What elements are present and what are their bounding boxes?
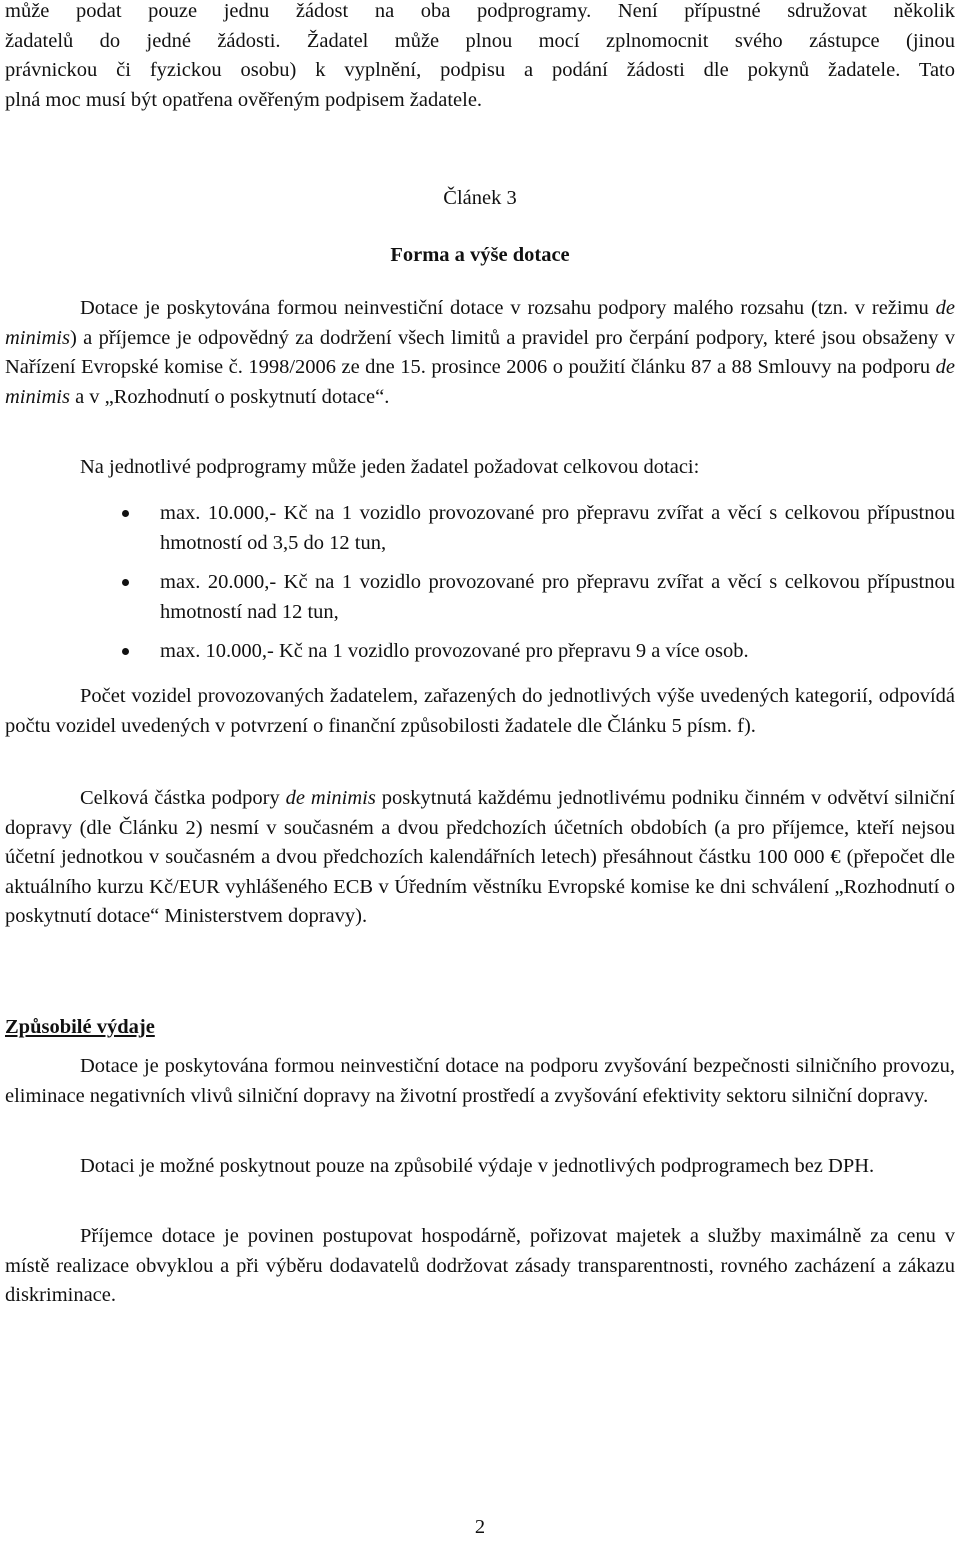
paragraph-de-minimis-limit	[5, 784, 955, 932]
text-run: Celková částka podpory	[80, 787, 286, 809]
bullet-icon	[122, 648, 129, 655]
paragraph-eligible-purpose: Dotace je poskytována formou neinvestiční dotace na podporu zvyšování bezpečnosti silničního provozu, eliminace negativních vlivů silniční dopravy na životní prostředí a zvyšování efektivity sektoru silniční dopravy.	[5, 1055, 955, 1107]
italic-term: de minimis	[5, 297, 955, 349]
intro-line: plná moc musí být opatřena ověřeným podpisem žadatele.	[5, 88, 483, 111]
text-run: Dotace je poskytována formou neinvestiční dotace v rozsahu podpory malého rozsahu (tzn. v režimu	[80, 297, 936, 319]
list-item	[5, 637, 955, 667]
bullet-icon	[122, 510, 129, 517]
list-item-text: max. 10.000,- Kč na 1 vozidlo provozované pro přepravu zvířat a věcí s celkovou přípustnou hmotností od 3,5 do 12 tun,	[160, 502, 955, 554]
limits-list	[5, 499, 955, 667]
list-item	[5, 568, 955, 627]
intro-line: může podat pouze jednu žádost na oba podprogramy. Není přípustné sdružovat několik	[5, 0, 955, 22]
bullet-icon	[122, 579, 129, 586]
list-item-text: max. 10.000,- Kč na 1 vozidlo provozované pro přepravu 9 a více osob.	[160, 640, 749, 662]
text-run: a v „Rozhodnutí o poskytnutí dotace“.	[69, 385, 390, 408]
paragraph-form-of-subsidy	[5, 294, 955, 412]
italic-term: de minimis	[5, 356, 955, 408]
article-number: Článek 3	[443, 187, 517, 209]
list-item	[5, 499, 955, 558]
text-run: ) a příjemce je odpovědný za dodržení všech limitů a pravidel pro čerpání podpory, které jsou obsaženy v Nařízení Evropské komise č. 1998/2006 ze dne 15. prosince 2006 o použití článku 87 a 88 Smlouvy na podporu	[5, 326, 955, 378]
paragraph-recipient-duties: Příjemce dotace je povinen postupovat hospodárně, pořizovat majetek a služby maximálně za cenu v místě realizace obvyklou a při výběru dodavatelů dodržovat zásady transparentnosti, rovného zacházení a zákazu diskriminace.	[5, 1225, 955, 1306]
intro-paragraph	[5, 0, 955, 115]
paragraph-limits-intro: Na jednotlivé podprogramy může jeden žadatel požadovat celkovou dotaci:	[80, 456, 700, 478]
intro-line: právnickou či fyzickou osobu) k vyplnění, podpisu a podání žádosti dle pokynů žadatele. Tato	[5, 59, 955, 81]
article-title: Forma a výše dotace	[390, 244, 570, 266]
paragraph-without-vat: Dotaci je možné poskytnout pouze na způsobilé výdaje v jednotlivých podprogramech bez DPH.	[80, 1155, 875, 1177]
intro-line: žadatelů do jedné žádosti. Žadatel může plnou mocí zplnomocnit svého zástupce (jinou	[5, 29, 955, 52]
italic-term: de minimis	[285, 787, 376, 809]
section-heading: Způsobilé výdaje	[5, 1016, 155, 1038]
text-run: poskytnutá každému jednotlivému podniku činném v odvětví silniční dopravy (dle Článku 2) nesmí v současném a dvou předchozích účetních obdobích (a pro příjemce, kteří nejsou účetní jednotkou v současném a dvou předchozích kalendářních letech) přesáhnout částku 100 000 € (přepočet dle aktuálního kurzu Kč/EUR vyhlášeného ECB v Úředním věstníku Evropské komise ke dni schválení „Rozhodnutí o poskytnutí dotace“ Ministerstvem dopravy).	[5, 787, 955, 927]
paragraph-vehicle-count: Počet vozidel provozovaných žadatelem, zařazených do jednotlivých výše uvedených kategorií, odpovídá počtu vozidel uvedených v potvrzení o finanční způsobilosti žadatele dle Článku 5 písm. f).	[5, 685, 955, 737]
page-number: 2	[474, 1516, 486, 1538]
list-item-text: max. 20.000,- Kč na 1 vozidlo provozované pro přepravu zvířat a věcí s celkovou přípustnou hmotností nad 12 tun,	[160, 571, 955, 623]
